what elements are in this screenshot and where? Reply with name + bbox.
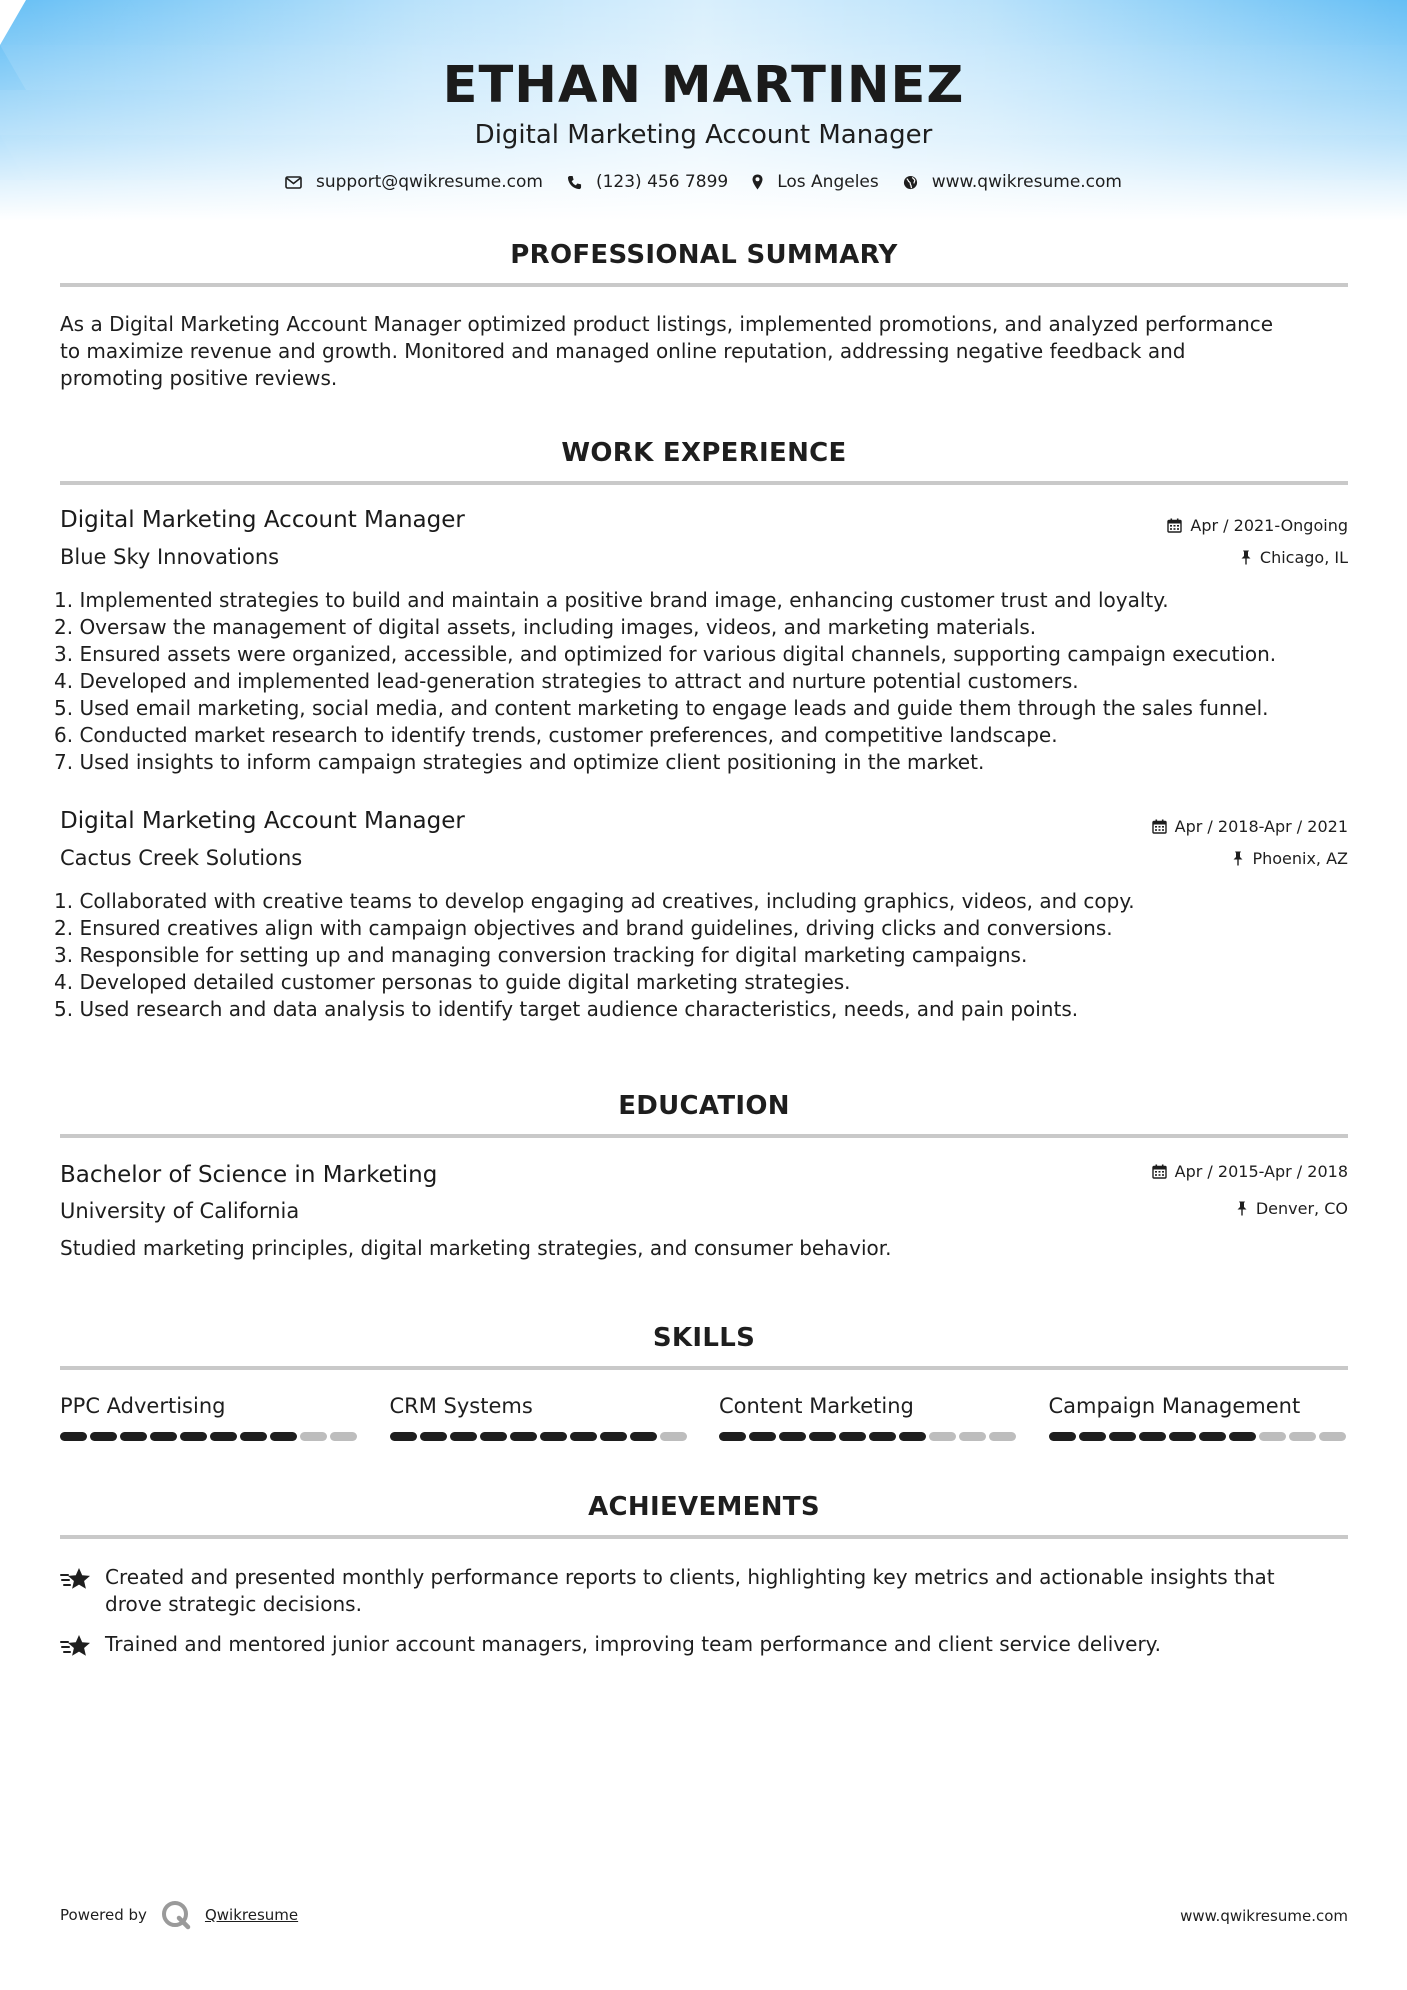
education-location-text: Denver, CO bbox=[1255, 1199, 1348, 1218]
skill-level-bar bbox=[60, 1432, 360, 1441]
skill-segment-filled bbox=[869, 1432, 896, 1441]
contact-bar bbox=[0, 172, 1407, 192]
achievement-line: drove strategic decisions. bbox=[105, 1592, 362, 1616]
calendar-icon bbox=[1152, 819, 1167, 834]
degree-title: Bachelor of Science in Marketing bbox=[60, 1162, 438, 1188]
skill-level-bar bbox=[390, 1432, 690, 1441]
job-location bbox=[1232, 849, 1348, 868]
pushpin-icon bbox=[1236, 1201, 1248, 1216]
star-icon bbox=[60, 1633, 93, 1660]
achievement-text bbox=[105, 1564, 1350, 1618]
contact-location bbox=[752, 172, 879, 192]
achievements-divider bbox=[60, 1535, 1348, 1539]
location-text: Los Angeles bbox=[777, 172, 879, 192]
calendar-icon bbox=[1167, 518, 1182, 533]
map-pin-icon bbox=[752, 174, 763, 190]
job-dates bbox=[1167, 516, 1348, 535]
skill-level-bar bbox=[719, 1432, 1019, 1441]
skill-segment-filled bbox=[210, 1432, 237, 1441]
skill-segment-filled bbox=[420, 1432, 447, 1441]
achievement-item bbox=[60, 1564, 1350, 1618]
job-company: Cactus Creek Solutions bbox=[60, 846, 303, 870]
envelope-icon bbox=[285, 176, 302, 189]
website-text: www.qwikresume.com bbox=[931, 172, 1122, 192]
skill-segment-empty bbox=[660, 1432, 687, 1441]
experience-heading: WORK EXPERIENCE bbox=[561, 438, 847, 468]
list-item: 2. Oversaw the management of digital assets, including images, videos, and marketing materials. bbox=[54, 615, 1037, 639]
skill-segment-empty bbox=[300, 1432, 327, 1441]
skill-segment-filled bbox=[270, 1432, 297, 1441]
skill-item bbox=[719, 1394, 1019, 1441]
job-title: Digital Marketing Account Manager bbox=[60, 808, 465, 834]
job-dates bbox=[1152, 817, 1348, 836]
qwikresume-logo-icon bbox=[161, 1900, 191, 1930]
skills-list bbox=[60, 1394, 1350, 1441]
education-divider bbox=[60, 1134, 1348, 1138]
list-item: 3. Responsible for setting up and managing conversion tracking for digital marketing campaigns. bbox=[54, 943, 1028, 967]
skill-name: Content Marketing bbox=[719, 1394, 914, 1418]
job-responsibilities bbox=[54, 587, 1354, 776]
pushpin-icon bbox=[1240, 550, 1252, 565]
skill-name: PPC Advertising bbox=[60, 1394, 226, 1418]
skill-segment-filled bbox=[839, 1432, 866, 1441]
education-location bbox=[1236, 1199, 1348, 1218]
footer-website[interactable]: www.qwikresume.com bbox=[1180, 1907, 1348, 1925]
job-dates-text: Apr / 2018-Apr / 2021 bbox=[1174, 817, 1348, 836]
summary-line: promoting positive reviews. bbox=[60, 366, 338, 390]
list-item: 2. Ensured creatives align with campaign objectives and brand guidelines, driving clicks and conversions. bbox=[54, 916, 1113, 940]
skill-segment-filled bbox=[510, 1432, 537, 1441]
education-dates bbox=[1152, 1162, 1348, 1181]
skill-segment-filled bbox=[1139, 1432, 1166, 1441]
education-dates-text: Apr / 2015-Apr / 2018 bbox=[1174, 1162, 1348, 1181]
education-heading: EDUCATION bbox=[618, 1091, 790, 1121]
skill-segment-empty bbox=[929, 1432, 956, 1441]
phone-icon bbox=[567, 175, 582, 190]
experience-divider bbox=[60, 481, 1348, 485]
school-name: University of California bbox=[60, 1199, 300, 1223]
list-item: 3. Ensured assets were organized, accessible, and optimized for various digital channels, supporting campaign execution. bbox=[54, 642, 1277, 666]
star-icon bbox=[60, 1566, 93, 1593]
skill-level-bar bbox=[1049, 1432, 1349, 1441]
skill-segment-empty bbox=[959, 1432, 986, 1441]
skill-segment-filled bbox=[60, 1432, 87, 1441]
skill-segment-filled bbox=[1079, 1432, 1106, 1441]
skill-segment-filled bbox=[90, 1432, 117, 1441]
skill-item bbox=[390, 1394, 690, 1441]
skill-segment-filled bbox=[1049, 1432, 1076, 1441]
list-item: 4. Developed detailed customer personas to guide digital marketing strategies. bbox=[54, 970, 851, 994]
skill-segment-empty bbox=[989, 1432, 1016, 1441]
skill-segment-filled bbox=[570, 1432, 597, 1441]
skill-segment-filled bbox=[749, 1432, 776, 1441]
summary-divider bbox=[60, 283, 1348, 287]
pushpin-icon bbox=[1232, 851, 1244, 866]
job-company: Blue Sky Innovations bbox=[60, 545, 280, 569]
summary-line: As a Digital Marketing Account Manager optimized product listings, implemented promotions, and analyzed performance bbox=[60, 312, 1274, 336]
summary-text bbox=[60, 311, 1350, 392]
skill-segment-filled bbox=[120, 1432, 147, 1441]
job-dates-text: Apr / 2021-Ongoing bbox=[1190, 516, 1348, 535]
skill-segment-filled bbox=[1229, 1432, 1256, 1441]
skill-segment-filled bbox=[719, 1432, 746, 1441]
skill-segment-filled bbox=[390, 1432, 417, 1441]
powered-by-label: Powered by bbox=[60, 1906, 147, 1924]
skills-heading: SKILLS bbox=[652, 1323, 756, 1353]
job-location-text: Chicago, IL bbox=[1259, 548, 1348, 567]
skill-segment-filled bbox=[809, 1432, 836, 1441]
skill-item bbox=[60, 1394, 360, 1441]
skill-name: Campaign Management bbox=[1048, 1394, 1301, 1418]
skill-segment-filled bbox=[1199, 1432, 1226, 1441]
skill-segment-filled bbox=[1109, 1432, 1136, 1441]
achievement-line: Trained and mentored junior account managers, improving team performance and client service delivery. bbox=[105, 1632, 1162, 1656]
achievement-item bbox=[60, 1631, 1350, 1660]
skill-segment-filled bbox=[180, 1432, 207, 1441]
skill-segment-filled bbox=[240, 1432, 267, 1441]
calendar-icon bbox=[1152, 1164, 1167, 1179]
skill-segment-empty bbox=[1259, 1432, 1286, 1441]
qwikresume-link[interactable]: Qwikresume bbox=[204, 1906, 299, 1924]
skill-segment-filled bbox=[899, 1432, 926, 1441]
footer-powered-by bbox=[60, 1900, 298, 1930]
email-text: support@qwikresume.com bbox=[316, 172, 543, 192]
contact-website[interactable] bbox=[903, 172, 1122, 192]
skill-segment-filled bbox=[540, 1432, 567, 1441]
contact-phone[interactable] bbox=[567, 172, 728, 192]
skill-name: CRM Systems bbox=[389, 1394, 533, 1418]
skill-segment-filled bbox=[779, 1432, 806, 1441]
skill-segment-filled bbox=[480, 1432, 507, 1441]
list-item: 4. Developed and implemented lead-generation strategies to attract and nurture potential customers. bbox=[54, 669, 1079, 693]
summary-line: to maximize revenue and growth. Monitored and managed online reputation, addressing negative feedback and bbox=[60, 339, 1186, 363]
achievement-text bbox=[105, 1631, 1350, 1660]
candidate-name: ETHAN MARTINEZ bbox=[442, 56, 965, 115]
list-item: 5. Used email marketing, social media, and content marketing to engage leads and guide them through the sales funnel. bbox=[54, 696, 1269, 720]
skill-segment-filled bbox=[600, 1432, 627, 1441]
candidate-title: Digital Marketing Account Manager bbox=[474, 120, 933, 150]
list-item: 1. Implemented strategies to build and maintain a positive brand image, enhancing customer trust and loyalty. bbox=[54, 588, 1169, 612]
globe-icon bbox=[903, 175, 918, 190]
contact-email[interactable] bbox=[285, 172, 543, 192]
skill-segment-empty bbox=[1319, 1432, 1346, 1441]
skill-segment-filled bbox=[150, 1432, 177, 1441]
skill-segment-filled bbox=[1169, 1432, 1196, 1441]
skill-segment-filled bbox=[630, 1432, 657, 1441]
job-responsibilities bbox=[54, 888, 1354, 1023]
phone-text: (123) 456 7899 bbox=[595, 172, 729, 192]
list-item: 5. Used research and data analysis to identify target audience characteristics, needs, and pain points. bbox=[54, 997, 1079, 1021]
job-location bbox=[1240, 548, 1348, 567]
skill-segment-empty bbox=[1289, 1432, 1316, 1441]
skill-item bbox=[1049, 1394, 1349, 1441]
job-location-text: Phoenix, AZ bbox=[1252, 849, 1348, 868]
skill-segment-filled bbox=[450, 1432, 477, 1441]
achievements-heading: ACHIEVEMENTS bbox=[588, 1492, 820, 1522]
list-item: 1. Collaborated with creative teams to develop engaging ad creatives, including graphics, videos, and copy. bbox=[54, 889, 1135, 913]
achievement-line: Created and presented monthly performance reports to clients, highlighting key metrics and actionable insights that bbox=[105, 1565, 1275, 1589]
list-item: 6. Conducted market research to identify trends, customer preferences, and competitive landscape. bbox=[54, 723, 1058, 747]
list-item: 7. Used insights to inform campaign strategies and optimize client positioning in the market. bbox=[54, 750, 985, 774]
skills-divider bbox=[60, 1366, 1348, 1370]
summary-heading: PROFESSIONAL SUMMARY bbox=[510, 240, 898, 270]
job-title: Digital Marketing Account Manager bbox=[60, 507, 465, 533]
skill-segment-empty bbox=[330, 1432, 357, 1441]
education-description: Studied marketing principles, digital marketing strategies, and consumer behavior. bbox=[60, 1236, 892, 1260]
